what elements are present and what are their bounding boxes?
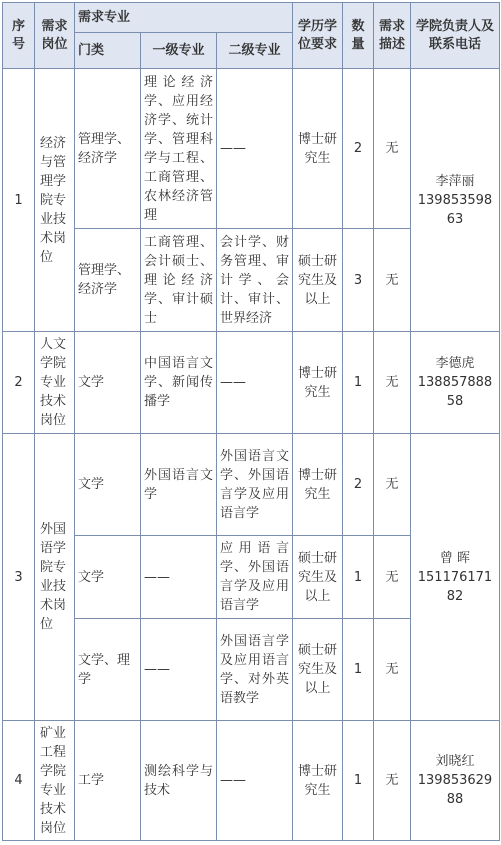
degree-cell: 硕士研究生及以上 (293, 619, 343, 721)
desc-cell: 无 (374, 721, 411, 841)
seq-cell: 4 (3, 721, 35, 841)
post-cell: 外国语学院专业技术岗位 (35, 434, 75, 721)
post-cell: 矿业工程学院专业技术岗位 (35, 721, 75, 841)
category-cell: 工学 (75, 721, 141, 841)
contact-name: 曾 晖 (439, 550, 471, 566)
contact-phone: 13885788858 (417, 375, 493, 409)
level1-cell: 外国语言文学 (141, 434, 217, 536)
contact-name: 李萍丽 (435, 173, 475, 189)
degree-cell: 博士研究生 (293, 721, 343, 841)
level2-cell: 外国语言学及应用语言学、对外英语教学 (217, 619, 293, 721)
qty-cell: 3 (343, 229, 374, 332)
contact-name: 刘晓红 (435, 754, 475, 769)
qty-cell: 2 (343, 434, 374, 536)
recruitment-table (2, 2, 500, 841)
level2-cell: 应用语言学、外国语言学及应用语言学 (217, 536, 293, 619)
qty-cell: 1 (343, 536, 374, 619)
table-row (3, 69, 500, 229)
seq-cell: 2 (3, 332, 35, 434)
level1-cell: 工商管理、会计硕士、理论经济学、审计硕士 (141, 229, 217, 332)
header-category: 门类 (75, 33, 141, 69)
contact-cell (411, 332, 500, 434)
category-cell: 管理学、经济学 (75, 69, 141, 229)
header-post: 需求岗位 (35, 3, 75, 69)
contact-cell (411, 721, 500, 841)
desc-cell: 无 (374, 619, 411, 721)
table-header (3, 3, 500, 69)
level1-cell: 理论经济学、应用经济学、统计学、管理科学与工程、工商管理、农林经济管理 (141, 69, 217, 229)
desc-cell: 无 (374, 229, 411, 332)
post-cell: 经济与管理学院专业技术岗位 (35, 69, 75, 332)
category-cell: 文学 (75, 536, 141, 619)
header-major-group: 需求专业 (75, 3, 293, 33)
degree-cell: 博士研究生 (293, 332, 343, 434)
header-desc: 需求描述 (374, 3, 411, 69)
seq-cell: 1 (3, 69, 35, 332)
desc-cell: 无 (374, 536, 411, 619)
qty-cell: 1 (343, 332, 374, 434)
desc-cell: 无 (374, 434, 411, 536)
degree-cell: 硕士研究生及以上 (293, 229, 343, 332)
post-cell: 人文学院专业技术岗位 (35, 332, 75, 434)
degree-cell: 硕士研究生及以上 (293, 536, 343, 619)
category-cell: 文学、理学 (75, 619, 141, 721)
level1-cell: 测绘科学与技术 (141, 721, 217, 841)
level1-cell: —— (141, 619, 217, 721)
header-contact: 学院负责人及联系电话 (411, 3, 500, 69)
level1-cell: 中国语言文学、新闻传播学 (141, 332, 217, 434)
level2-cell: 外国语言文学、外国语言学及应用语言学 (217, 434, 293, 536)
table-row (3, 434, 500, 536)
level1-cell: —— (141, 536, 217, 619)
table-row (3, 721, 500, 841)
degree-cell: 博士研究生 (293, 69, 343, 229)
header-seq: 序号 (3, 3, 35, 69)
level2-cell: —— (217, 721, 293, 841)
category-cell: 文学 (75, 332, 141, 434)
level2-cell: —— (217, 332, 293, 434)
seq-cell: 3 (3, 434, 35, 721)
table-row (3, 332, 500, 434)
contact-phone: 15117617182 (417, 569, 493, 604)
category-cell: 文学 (75, 434, 141, 536)
qty-cell: 1 (343, 619, 374, 721)
degree-cell: 博士研究生 (293, 434, 343, 536)
contact-cell (411, 69, 500, 332)
desc-cell: 无 (374, 69, 411, 229)
level2-cell: 会计学、财务管理、审计学、会计、审计、世界经济 (217, 229, 293, 332)
table-body (3, 69, 500, 841)
desc-cell: 无 (374, 332, 411, 434)
contact-name: 李德虎 (435, 356, 475, 371)
level2-cell: —— (217, 69, 293, 229)
contact-phone: 13985362988 (417, 773, 493, 807)
qty-cell: 1 (343, 721, 374, 841)
header-degree: 学历学位要求 (293, 3, 343, 69)
header-level1: 一级专业 (141, 33, 217, 69)
qty-cell: 2 (343, 69, 374, 229)
contact-cell (411, 434, 500, 721)
header-level2: 二级专业 (217, 33, 293, 69)
header-qty: 数量 (343, 3, 374, 69)
category-cell: 管理学、经济学 (75, 229, 141, 332)
contact-phone: 13985359863 (417, 192, 493, 227)
